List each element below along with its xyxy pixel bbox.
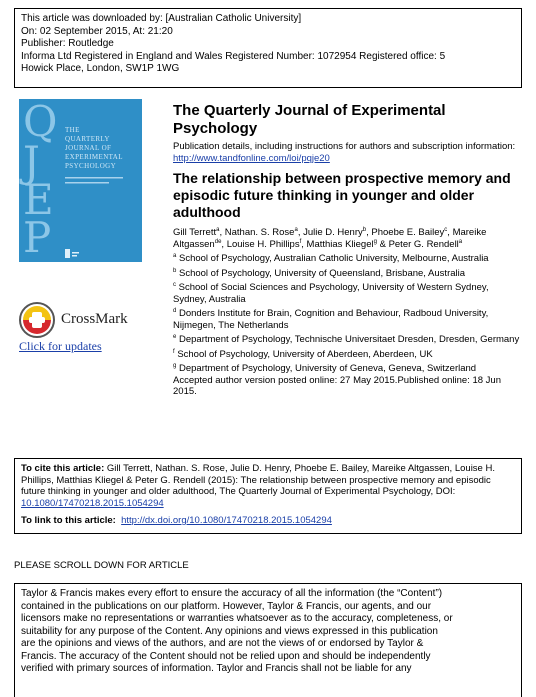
affiliation-marker: e bbox=[173, 333, 177, 340]
author-separator: , bbox=[366, 227, 372, 238]
author-affiliation-marker: g bbox=[373, 238, 377, 245]
affiliation-item bbox=[173, 308, 523, 331]
cover-letter: P bbox=[23, 213, 52, 262]
affiliation-text: School of Psychology, University of Aberdeen, Aberdeen, UK bbox=[177, 348, 433, 360]
affiliation-marker: c bbox=[173, 281, 176, 288]
author-list bbox=[173, 227, 523, 250]
author-affiliation-marker: f bbox=[299, 238, 302, 245]
disclaimer-line: contained in the publications on our platform. However, Taylor & Francis, our agents, and our bbox=[21, 600, 432, 612]
affiliation-item bbox=[173, 268, 523, 280]
disclaimer-line: Taylor & Francis makes every effort to ensure the accuracy of all the information (the “Content”) bbox=[21, 588, 443, 599]
crossmark-label: CrossMark bbox=[61, 311, 128, 327]
cover-journal-title bbox=[65, 126, 123, 171]
publication-details: Publication details, including instructions for authors and subscription information: bbox=[173, 141, 516, 152]
author-separator: & bbox=[376, 238, 389, 250]
author-separator: , bbox=[297, 227, 304, 238]
affiliation-marker: a bbox=[173, 252, 177, 259]
publisher-logo-icon bbox=[65, 249, 79, 259]
disclaimer-line: licensors make no representations or warranties whatsoever as to the accuracy, completeness, or bbox=[21, 613, 453, 624]
affiliation-item bbox=[173, 349, 523, 361]
author-separator: , bbox=[447, 227, 453, 238]
crossmark-icon bbox=[19, 302, 55, 338]
disclaimer-line: verified with primary sources of information. Taylor and Francis shall not be liable for any bbox=[21, 663, 412, 674]
cover-letter: Q bbox=[23, 99, 58, 146]
author-affiliation-marker: b bbox=[362, 226, 367, 233]
affiliation-text: School of Social Sciences and Psychology, University of Western Sydney, Sydney, Australia bbox=[173, 282, 489, 305]
affiliation-marker: d bbox=[173, 307, 177, 314]
author-affiliation-marker: c bbox=[444, 226, 448, 233]
affiliation-text: Department of Psychology, Technische Universitaet Dresden, Dresden, Germany bbox=[178, 334, 520, 345]
cover-title-line: EXPERIMENTAL bbox=[65, 153, 123, 161]
affiliation-item bbox=[173, 253, 523, 265]
scroll-notice: PLEASE SCROLL DOWN FOR ARTICLE bbox=[14, 560, 189, 571]
affiliation-text: School of Psychology, Australian Catholic University, Melbourne, Australia bbox=[178, 253, 489, 264]
journal-url-link[interactable]: http://www.tandfonline.com/loi/pqje20 bbox=[173, 152, 330, 164]
download-line: Informa Ltd Registered in England and Wales Registered Number: 1072954 Registered office: 5 bbox=[21, 50, 446, 62]
affiliation-text: Donders Institute for Brain, Cognition and Behaviour, Radboud University, Nijmegen, The Netherlands bbox=[173, 308, 489, 331]
author-affiliation-marker: a bbox=[216, 226, 220, 233]
cite-label: To cite this article: bbox=[21, 463, 105, 474]
download-line: This article was downloaded by: [Australian Catholic University] bbox=[21, 13, 302, 24]
author-name: Nathan. S. Rose bbox=[224, 227, 295, 238]
download-info-box bbox=[14, 8, 522, 88]
author-name: Matthias Kliegel bbox=[306, 238, 374, 250]
cover-title-line: PSYCHOLOGY bbox=[65, 162, 117, 170]
author-name: Louise H. Phillips bbox=[226, 238, 300, 250]
link-label: To link to this article: bbox=[21, 515, 116, 526]
citation-box bbox=[14, 458, 522, 534]
cover-letter: E bbox=[23, 175, 54, 224]
affiliation-list bbox=[173, 253, 523, 375]
affiliation-text: Department of Psychology, University of Geneva, Geneva, Switzerland bbox=[178, 363, 477, 374]
cover-title-line: THE bbox=[65, 126, 80, 134]
author-name: Julie D. Henry bbox=[303, 227, 363, 238]
cover-title-line: JOURNAL OF bbox=[65, 144, 112, 152]
author-name: Gill Terrett bbox=[173, 227, 217, 238]
disclaimer-line: are the opinions and views of the authors, and are not the views of or endorsed by Taylor & bbox=[21, 638, 424, 649]
author-affiliation-marker: de bbox=[214, 238, 222, 245]
author-name: Phoebe E. Bailey bbox=[371, 227, 445, 238]
disclaimer-line: Francis. The accuracy of the Content should not be relied upon and should be independently bbox=[21, 650, 431, 662]
author-name: Mareike Altgassen bbox=[173, 227, 487, 250]
author-separator: , bbox=[219, 227, 225, 238]
affiliation-text: School of Psychology, University of Queensland, Brisbane, Australia bbox=[178, 267, 466, 279]
affiliation-item bbox=[173, 282, 523, 305]
author-separator: , bbox=[221, 238, 227, 250]
crossmark-badge[interactable] bbox=[19, 302, 144, 338]
affiliation-item bbox=[173, 334, 523, 346]
click-for-updates-link[interactable]: Click for updates bbox=[19, 339, 102, 353]
download-line: On: 02 September 2015, At: 21:20 bbox=[21, 25, 173, 37]
journal-title: The Quarterly Journal of Experimental Psychology bbox=[173, 102, 446, 137]
disclaimer-line: suitability for any purpose of the Content. Any opinions and views expressed in this publication bbox=[21, 625, 438, 637]
affiliation-marker: b bbox=[173, 267, 177, 274]
affiliation-marker: g bbox=[173, 362, 177, 369]
disclaimer-box bbox=[14, 583, 522, 697]
article-header bbox=[173, 102, 523, 398]
author-affiliation-marker: a bbox=[294, 226, 298, 233]
citation-text: Gill Terrett, Nathan. S. Rose, Julie D. Henry, Phoebe E. Bailey, Mareike Altgassen, Louise H. Phillips, Matthias Kliegel & Peter G. Rendell (2015): The relationship between prospective memory and episodic future thinking in younger and older adulthood, The Quarterly Journal of Experimental Psychology, DOI: bbox=[21, 463, 495, 497]
cover-letter: J bbox=[23, 137, 40, 186]
journal-cover-image[interactable] bbox=[19, 99, 142, 262]
download-line: Publisher: Routledge bbox=[21, 38, 114, 49]
author-affiliation-marker: a bbox=[458, 238, 463, 245]
author-separator: , bbox=[301, 238, 307, 250]
cover-text-lines bbox=[65, 177, 125, 189]
cover-title-line: QUARTERLY bbox=[65, 135, 110, 143]
article-doi-url-link[interactable]: http://dx.doi.org/10.1080/17470218.2015.1054294 bbox=[121, 515, 332, 526]
article-title: The relationship between prospective memory and episodic future thinking in younger and older adulthood bbox=[173, 170, 511, 220]
doi-link[interactable]: 10.1080/17470218.2015.1054294 bbox=[21, 497, 164, 509]
accepted-date: Accepted author version posted online: 27 May 2015.Published online: 18 Jun 2015. bbox=[173, 374, 501, 397]
affiliation-item bbox=[173, 363, 523, 375]
affiliation-marker: f bbox=[173, 348, 175, 355]
author-name: Peter G. Rendell bbox=[388, 238, 459, 250]
download-line: Howick Place, London, SW1P 1WG bbox=[21, 63, 180, 74]
